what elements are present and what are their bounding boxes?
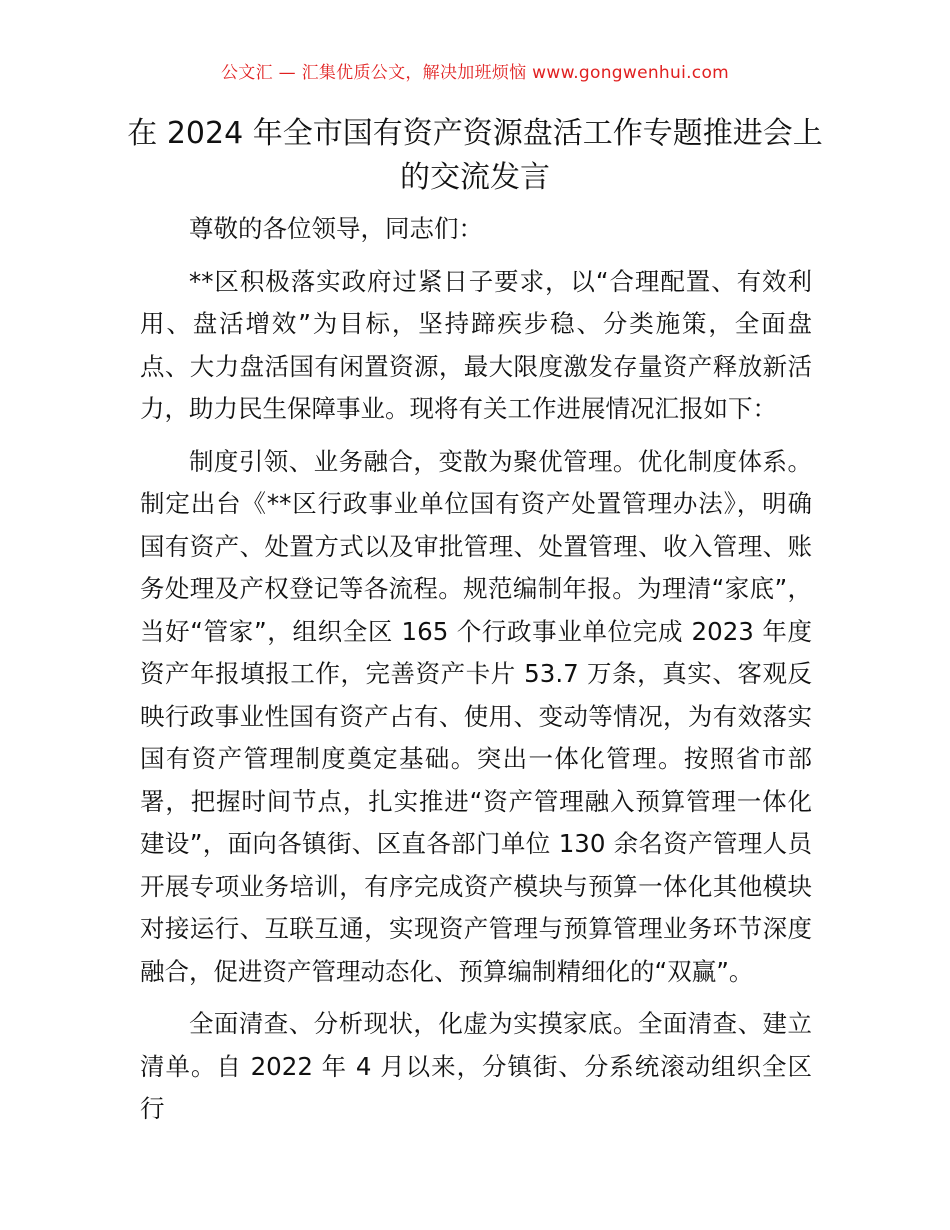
- paragraph-system-guidance: 制度引领、业务融合，变散为聚优管理。优化制度体系。制定出台《**区行政事业单位国有资产处置管理办法》，明确国有资产、处置方式以及审批管理、处置管理、收入管理、账务处理及产权登记等各流程。规范编制年报。为理清“家底”，当好“管家”，组织全区 165 个行政事业单位完成 2023 年度资产年报填报工作，完善资产卡片 53.7 万条，真实、客观反映行政事业性国有资产占有、使用、变动等情况，为有效落实国有资产管理制度奠定基础。突出一体化管理。按照省市部署，把握时间节点，扎实推进“资产管理融入预算管理一体化建设”，面向各镇街、区直各部门单位 130 余名资产管理人员开展专项业务培训，有序完成资产模块与预算一体化其他模块对接运行、互联互通，实现资产管理与预算管理业务环节深度融合，促进资产管理动态化、预算编制精细化的“双赢”。: [140, 446, 812, 986]
- salutation: 尊敬的各位领导，同志们：: [189, 214, 483, 243]
- site-banner: 公文汇 — 汇集优质公文，解决加班烦恼 www.gongwenhui.com: [220, 63, 730, 83]
- paragraph-comprehensive-inventory: 全面清查、分析现状，化虚为实摸家底。全面清查、建立清单。自 2022 年 4 月以来，分镇街、分系统滚动组织全区行: [140, 1009, 812, 1123]
- document-body: [140, 208, 812, 1141]
- paragraph-intro: **区积极落实政府过紧日子要求，以“合理配置、有效利用、盘活增效”为目标，坚持蹄疾步稳、分类施策，全面盘点、大力盘活国有闲置资源，最大限度激发存量资产释放新活力，助力民生保障事业。现将有关工作进展情况汇报如下：: [140, 266, 812, 423]
- document-title: 在 2024 年全市国有资产资源盘活工作专题推进会上的交流发言: [127, 116, 823, 195]
